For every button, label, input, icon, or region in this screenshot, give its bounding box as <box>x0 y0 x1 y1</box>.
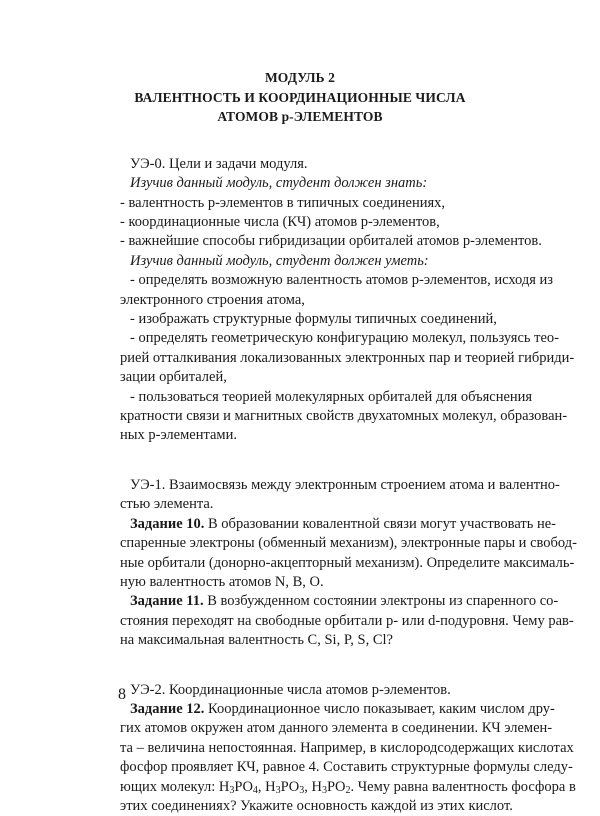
page-content <box>120 0 577 816</box>
task12-line: фосфор проявляет КЧ, равное 4. Составить структурные формулы следу- <box>120 759 573 776</box>
page-number: 8 <box>118 686 126 703</box>
task10-line: Задание 10. В образовании ковалентной связи могут участвовать не- <box>130 515 556 532</box>
can-item-2: - изображать структурные формулы типичных соединений, <box>130 311 497 328</box>
can-item-4: - пользоваться теорией молекулярных орбиталей для объяснения <box>130 388 533 405</box>
task11-line: на максимальная валентность C, Si, P, S, Cl? <box>120 632 393 649</box>
can-item-1: - определять возможную валентность атомов р-элементов, исходя из <box>130 272 554 289</box>
task12-line: гих атомов окружен атом данного элемента в соединении. КЧ элемен- <box>120 720 553 737</box>
can-intro: Изучив данный модуль, студент должен уметь: <box>130 252 429 269</box>
know-item: - координационные числа (КЧ) атомов р-элементов, <box>120 214 440 230</box>
task11-label: Задание 11. <box>130 593 204 610</box>
formula-h3po4: $H_3PO_4$ <box>218 778 258 796</box>
can-item-3-end: зации орбиталей, <box>120 369 227 386</box>
know-item: - валентность р-элементов в типичных соединениях, <box>120 194 446 211</box>
ue1-title-cont: стью элемента. <box>120 496 214 513</box>
ue1-section <box>120 476 577 651</box>
task10-line: спаренные электроны (обменный механизм), электронные пары и свобод- <box>120 535 577 552</box>
can-item-4-end: ных р-элементами. <box>120 427 237 444</box>
task10-line: ную валентность атомов N, B, O. <box>120 573 324 590</box>
task11-line: стояния переходят на свободные орбитали р- или d-подуровня. Чему рав- <box>120 612 574 629</box>
can-item-4-cont: кратности связи и магнитных свойств двухатомных молекул, образован- <box>120 408 568 425</box>
task12-line: этих соединениях? Укажите основность каждой из этих кислот. <box>120 797 513 814</box>
task12-line: Задание 12. Координационное число показывает, каким числом дру- <box>130 700 555 717</box>
ue0-section <box>120 155 575 446</box>
can-item-3: - определять геометрическую конфигурацию молекул, пользуясь тео- <box>130 330 559 347</box>
module-number: МОДУЛЬ 2 <box>264 70 336 85</box>
ue2-section <box>120 681 576 816</box>
can-item-1-cont: электронного строения атома, <box>120 291 305 308</box>
ue2-title: УЭ-2. Координационные числа атомов р-элементов. <box>130 681 451 698</box>
ue0-title: УЭ-0. Цели и задачи модуля. <box>130 155 308 172</box>
task10-line: ные орбитали (донорно-акцепторный механизм). Определите максималь- <box>120 554 575 571</box>
ue1-title: УЭ-1. Взаимосвязь между электронным строением атома и валентно- <box>130 476 560 493</box>
task11-line: Задание 11. В возбужденном состоянии электроны из спаренного со- <box>130 593 559 610</box>
know-item: - важнейшие способы гибридизации орбиталей атомов р-элементов. <box>120 233 542 250</box>
task12-line: та – величина непостоянная. Например, в кислородсодержащих кислотах <box>120 739 574 756</box>
formula-h3po3: $H_3PO_3$ <box>265 778 305 796</box>
module-title-line1: ВАЛЕНТНОСТЬ И КООРДИНАЦИОННЫЕ ЧИСЛА <box>134 89 466 105</box>
know-intro: Изучив данный модуль, студент должен знать: <box>130 175 428 192</box>
formula-h3po2: $H_3PO_2$ <box>311 778 351 796</box>
task10-label: Задание 10. <box>130 515 205 532</box>
module-title-line2: АТОМОВ р-ЭЛЕМЕНТОВ <box>217 109 383 125</box>
can-item-3-cont: рией отталкивания локализованных электронных пар и теорией гибриди- <box>120 349 575 366</box>
task12-label: Задание 12. <box>130 700 205 717</box>
module-header <box>120 68 480 127</box>
task12-formulas-line: ющих молекул: $H_3PO_4$, $H_3PO_3$, $H_3PO_2$. Чему равна валентность фосфора в <box>120 778 576 796</box>
